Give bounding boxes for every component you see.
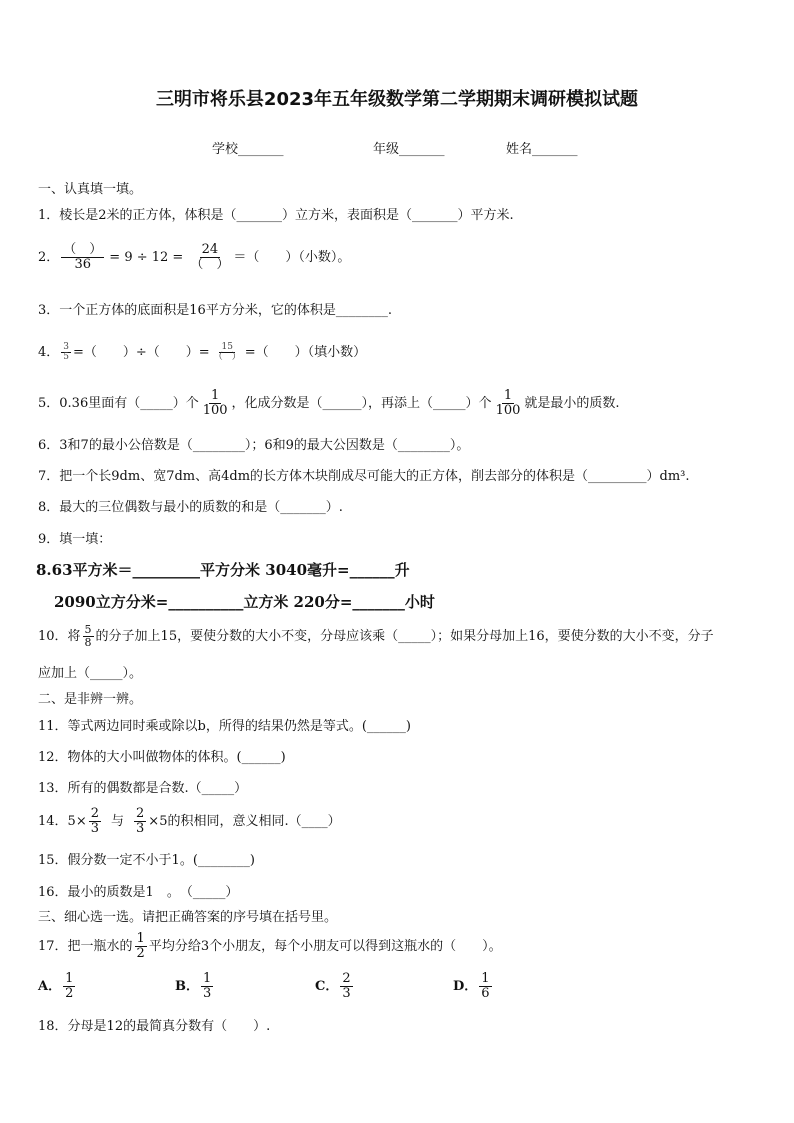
section-heading-judge: 二、是非辨一辨。 bbox=[38, 692, 143, 707]
fraction-numerator: （ ） bbox=[63, 242, 103, 257]
question-text-b: 的分子加上15，要使分数的大小不变，分母应该乘（_____）；如果分母加上16，要使分数的大小不变，分子 bbox=[95, 628, 714, 644]
option-label: A． bbox=[38, 978, 62, 994]
expression-tail: ＝（ ）（小数）。 bbox=[233, 249, 351, 265]
question-text-b: 与 bbox=[111, 813, 125, 829]
question-1: 1．棱长是2米的正方体，体积是（_______）立方米，表面积是（_______）平方米. bbox=[38, 208, 514, 223]
fraction-numerator: 1 bbox=[136, 931, 145, 946]
section-heading-choose: 三、细心选一选。请把正确答案的序号填在括号里。 bbox=[38, 910, 338, 925]
question-text-b: 平均分给3个小朋友，每个小朋友可以得到这瓶水的（ ）。 bbox=[148, 938, 502, 954]
fraction bbox=[61, 343, 71, 363]
fraction-denominator: 100 bbox=[202, 402, 228, 418]
fraction-denominator: 3 bbox=[203, 985, 212, 1001]
fraction-numerator: 1 bbox=[65, 971, 74, 986]
question-16: 16．最小的质数是1 。 （_____） bbox=[38, 885, 239, 900]
question-6: 6．3和7的最小公倍数是（________）；6和9的最大公因数是（________）。 bbox=[38, 438, 470, 453]
question-9-line-2: 2090立方分米=__________立方米 220分=_______小时 bbox=[54, 593, 435, 611]
fraction bbox=[201, 972, 213, 1000]
question-10-continued: 应加上（_____）。 bbox=[38, 666, 143, 681]
fraction-numerator: 2 bbox=[90, 806, 99, 821]
question-text-c: 就是最小的质数. bbox=[524, 395, 620, 411]
question-text-b: ，化成分数是（______），再添上（_____）个 bbox=[231, 395, 492, 411]
fraction-denominator: 36 bbox=[74, 256, 92, 272]
question-17 bbox=[38, 932, 502, 960]
fraction-denominator: 3 bbox=[90, 820, 99, 836]
question-2 bbox=[38, 243, 350, 271]
question-9-heading: 9．填一填： bbox=[38, 532, 112, 547]
question-number: 4． bbox=[38, 345, 60, 361]
fraction-denominator: （ ） bbox=[190, 256, 230, 272]
question-11: 11．等式两边同时乘或除以b，所得的结果仍然是等式。(______) bbox=[38, 719, 412, 734]
fraction-numerator: 5 bbox=[84, 623, 92, 636]
question-8: 8．最大的三位偶数与最小的质数的和是（_______）. bbox=[38, 500, 343, 515]
option-label: D． bbox=[453, 978, 478, 994]
fraction bbox=[479, 972, 491, 1000]
fraction-denominator: 3 bbox=[342, 985, 351, 1001]
question-13: 13．所有的偶数都是合数.（_____） bbox=[38, 781, 248, 796]
fraction bbox=[134, 807, 146, 835]
question-number: 2． bbox=[38, 249, 60, 265]
option-d bbox=[453, 972, 494, 1000]
fraction-numerator: 1 bbox=[203, 971, 212, 986]
name-field: 姓名_______ bbox=[506, 142, 578, 157]
question-text-a: 14．5× bbox=[38, 813, 87, 829]
option-label: B． bbox=[175, 978, 199, 994]
grade-field: 年级_______ bbox=[373, 142, 445, 157]
expression-middle: =（ ）÷（ ）= bbox=[73, 345, 210, 361]
question-text-a: 5．0.36里面有（_____）个 bbox=[38, 395, 199, 411]
fraction-numerator: 2 bbox=[342, 971, 351, 986]
fraction bbox=[201, 389, 230, 417]
fraction bbox=[340, 972, 352, 1000]
fraction-numerator: 24 bbox=[201, 242, 219, 257]
question-text-a: 17．把一瓶水的 bbox=[38, 938, 133, 954]
question-text-c: ×5的积相同，意义相同.（____） bbox=[148, 813, 341, 829]
question-4 bbox=[38, 343, 366, 363]
option-a bbox=[38, 972, 77, 1000]
question-3: 3．一个正方体的底面积是16平方分米，它的体积是________. bbox=[38, 303, 392, 318]
fraction bbox=[135, 932, 147, 960]
question-14 bbox=[38, 807, 341, 835]
question-12: 12．物体的大小叫做物体的体积。(______) bbox=[38, 750, 286, 765]
question-5 bbox=[38, 389, 620, 417]
fraction-denominator: （ ） bbox=[213, 352, 241, 363]
fraction-numerator: 1 bbox=[503, 388, 513, 403]
expression-tail: =（ ）（填小数） bbox=[244, 345, 367, 361]
fraction-denominator: 2 bbox=[136, 945, 145, 961]
school-field: 学校_______ bbox=[212, 142, 284, 157]
fraction bbox=[61, 243, 104, 271]
fraction bbox=[188, 243, 231, 271]
fraction-denominator: 5 bbox=[63, 352, 70, 363]
fraction-numerator: 1 bbox=[481, 971, 490, 986]
option-b bbox=[175, 972, 215, 1000]
fraction-numerator: 1 bbox=[210, 388, 220, 403]
question-10 bbox=[38, 624, 714, 648]
question-18: 18．分母是12的最简真分数有（ ）. bbox=[38, 1019, 271, 1034]
expression-middle: = 9 ÷ 12 = bbox=[109, 249, 184, 265]
fraction-numerator: 3 bbox=[63, 342, 70, 352]
fraction-numerator: 2 bbox=[136, 806, 145, 821]
question-9-line-1: 8.63平方米＝_________平方分米 3040毫升=______升 bbox=[36, 561, 410, 579]
fraction-denominator: 2 bbox=[65, 985, 74, 1001]
fraction-numerator: 15 bbox=[221, 342, 233, 352]
fraction-denominator: 3 bbox=[136, 820, 145, 836]
page-title: 三明市将乐县2023年五年级数学第二学期期末调研模拟试题 bbox=[155, 89, 639, 110]
fraction-denominator: 8 bbox=[84, 635, 92, 649]
fraction bbox=[63, 972, 75, 1000]
question-15: 15．假分数一定不小于1。(________) bbox=[38, 853, 255, 868]
option-c bbox=[315, 972, 355, 1000]
fraction bbox=[494, 389, 523, 417]
fraction bbox=[83, 624, 94, 648]
section-heading-fill: 一、认真填一填。 bbox=[38, 182, 143, 197]
fraction bbox=[212, 343, 243, 363]
question-7: 7．把一个长9dm、宽7dm、高4dm的长方体木块削成尽可能大的正方体，削去部分的体积是（_________）dm³. bbox=[38, 469, 690, 484]
question-text-a: 10．将 bbox=[38, 628, 81, 644]
option-label: C． bbox=[315, 978, 339, 994]
fraction-denominator: 100 bbox=[495, 402, 521, 418]
fraction bbox=[89, 807, 101, 835]
fraction-denominator: 6 bbox=[481, 985, 490, 1001]
